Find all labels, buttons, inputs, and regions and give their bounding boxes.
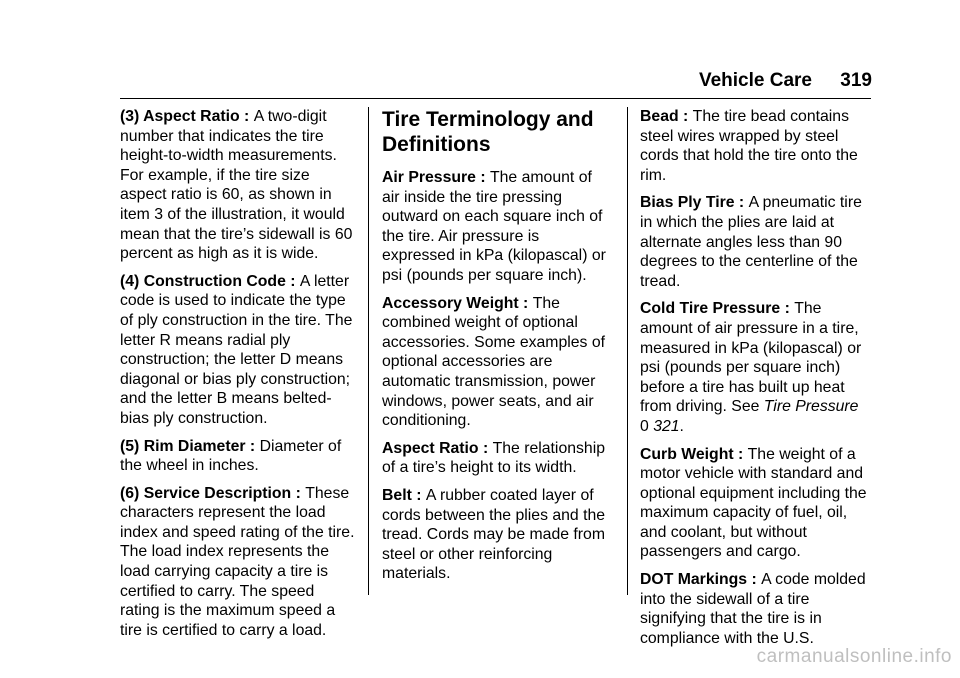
definition-cold-tire-pressure	[640, 299, 875, 436]
definition-bead	[640, 107, 875, 185]
term: Accessory Weight :	[382, 294, 533, 312]
definition-text: Diameter of the wheel in inches.	[120, 437, 342, 475]
definition-accessory-weight	[382, 294, 612, 431]
term: Curb Weight :	[640, 445, 748, 463]
definition-text: A rubber coated layer of cords between the plies and the tread. Cords may be made from steel or other reinforcing materials.	[382, 486, 606, 583]
page-header	[0, 70, 960, 94]
term: Bead :	[640, 108, 693, 125]
term: Belt :	[382, 486, 426, 504]
definition-construction-code	[120, 272, 355, 429]
column-middle	[382, 107, 612, 592]
definition-aspect-ratio-3	[120, 107, 355, 264]
section-title: Vehicle Care	[698, 70, 812, 91]
definition-air-pressure	[382, 168, 612, 286]
term: DOT Markings :	[640, 571, 762, 589]
definition-text: The weight of a motor vehicle with standard and optional equipment including the maximum capacity of fuel, oil, and coolant, but without passengers and cargo.	[640, 445, 867, 561]
definition-text: The tire bead contains steel wires wrapped by steel cords that hold the tire onto the rim.	[640, 108, 858, 184]
definition-text: These characters represent the load index and speed rating of the tire. The load index represents the load carrying capacity a tire is certified to carry. The speed rating is the maximum speed a tire is certified to carry a load.	[120, 484, 355, 639]
definition-text: The amount of air pressure in a tire, measured in kPa (kilopascal) or psi (pounds per square inch) before a tire has built up heat from driving. See	[640, 300, 862, 416]
term: (4) Construction Code :	[120, 272, 300, 290]
term: Air Pressure :	[382, 169, 490, 186]
definition-dot-markings	[640, 570, 875, 648]
term: Cold Tire Pressure :	[640, 300, 795, 318]
section-heading: Tire Terminology and Definitions	[382, 108, 594, 156]
definition-belt	[382, 486, 612, 584]
header-rule	[120, 98, 871, 99]
term: (5) Rim Diameter :	[120, 437, 260, 455]
definition-text: The relationship of a tire’s height to its width.	[382, 439, 605, 477]
definition-text: A letter code is used to indicate the type of ply construction in the tire. The letter R means radial ply construction; the letter D means diagonal or bias ply construction; and the letter B means belted-bias ply construction.	[120, 272, 353, 427]
column-right	[640, 107, 875, 656]
definition-bias-ply-tire	[640, 193, 875, 291]
reference-end: .	[679, 417, 684, 435]
reference-page-number[interactable]: 321	[653, 417, 680, 435]
column-divider	[368, 107, 369, 595]
column-left	[120, 107, 355, 648]
definition-text: A code molded into the sidewall of a tire signifying that the tire is in compliance with the U.S.	[640, 571, 866, 647]
term: (6) Service Description :	[120, 484, 306, 502]
page-reference-icon: 0	[640, 417, 649, 435]
definition-aspect-ratio	[382, 439, 612, 478]
cross-reference-link[interactable]: Tire Pressure	[763, 398, 859, 416]
definition-text: A pneumatic tire in which the plies are laid at alternate angles less than 90 degrees to the centerline of the tread.	[640, 194, 862, 290]
term: Bias Ply Tire :	[640, 194, 749, 212]
definition-text: A two-digit number that indicates the tire height-to-width measurements. For example, if the tire size aspect ratio is 60, as shown in item 3 of the illustration, it would mean that the tire’s sidewall is 60 percent as high as it is wide.	[120, 108, 353, 263]
definition-text: The combined weight of optional accessories. Some examples of optional accessories are automatic transmission, power windows, power seats, and air conditioning.	[382, 294, 606, 430]
definition-curb-weight	[640, 445, 875, 563]
definition-rim-diameter	[120, 437, 355, 476]
term: (3) Aspect Ratio :	[120, 108, 254, 125]
definition-text: The amount of air inside the tire pressing outward on each square inch of the tire. Air pressure is expressed in kPa (kilopascal) or psi (pounds per square inch).	[382, 169, 606, 284]
term: Aspect Ratio :	[382, 439, 493, 457]
watermark-footer: carmanualsonline.info	[756, 646, 952, 667]
page-number: 319	[840, 70, 872, 91]
column-divider	[627, 107, 628, 595]
definition-service-description	[120, 484, 355, 641]
